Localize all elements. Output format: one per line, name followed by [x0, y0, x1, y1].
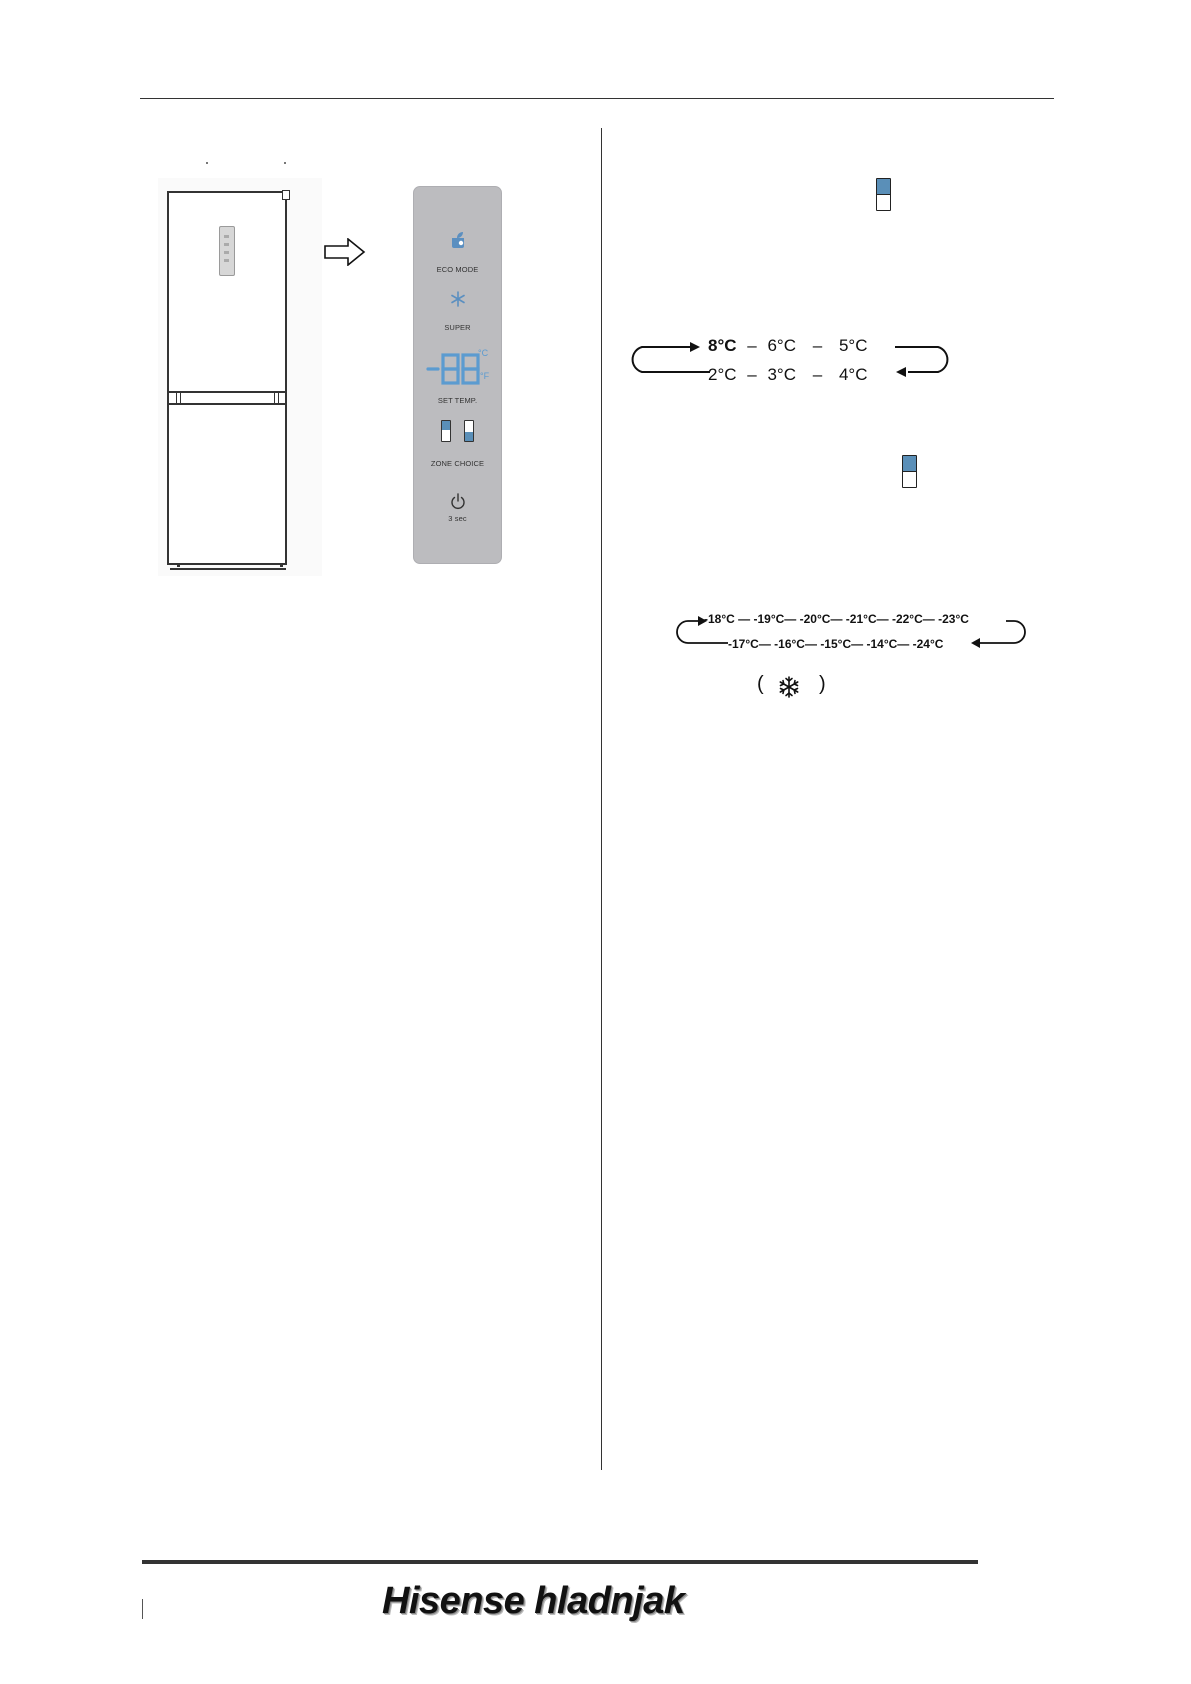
cycle-dash: – — [747, 336, 757, 355]
footer-brand: Hisense hladnjak — [382, 1580, 685, 1622]
footer-rule — [142, 1560, 978, 1564]
snowflake-icon — [777, 675, 801, 699]
super-freeze-indicator — [757, 673, 829, 701]
fridge-temp: 8°C — [708, 336, 737, 355]
fridge-hinge — [282, 190, 290, 200]
zone-freezer-icon[interactable] — [464, 420, 474, 442]
freezer-temp: -19°C — [753, 612, 785, 626]
fridge-split-hinge-right — [274, 393, 279, 403]
fahrenheit-unit: °F — [480, 371, 490, 381]
power-hint-label: 3 sec — [448, 514, 467, 523]
set-temp-label: SET TEMP. — [437, 396, 478, 405]
column-divider — [601, 128, 602, 1470]
fridge-temp: 5°C — [838, 336, 868, 355]
freezer-temp: -17°C — [728, 637, 759, 651]
freezer-temp: -20°C — [799, 612, 831, 626]
snowflake-icon[interactable] — [414, 291, 501, 312]
zone-choice-label: ZONE CHOICE — [430, 459, 485, 468]
fridge-top-marks — [206, 162, 288, 166]
eco-mode-icon[interactable] — [414, 231, 501, 254]
control-panel — [413, 186, 502, 564]
right-arrow-icon — [324, 238, 366, 266]
freezer-temp: -24°C — [912, 637, 944, 651]
fridge-temp: 4°C — [838, 365, 868, 384]
fridge-split-hinge-left — [176, 393, 181, 403]
zone-fridge-icon[interactable] — [441, 420, 451, 442]
header-rule — [140, 98, 1054, 99]
open-paren: ( — [757, 673, 764, 695]
fridge-door-split — [167, 391, 287, 405]
freezer-temp: -23°C — [938, 612, 969, 626]
freezer-cycle-top-row: -18°C — -19°C— -20°C— -21°C— -22°C— -23°C — [704, 612, 969, 626]
fridge-display-handle — [219, 226, 235, 276]
freezer-temp: -16°C — [774, 637, 805, 651]
freezer-temp: -14°C — [866, 637, 898, 651]
cycle-dash: – — [747, 365, 757, 384]
eco-mode-label: ECO MODE — [436, 265, 479, 274]
close-paren: ) — [819, 673, 826, 695]
freezer-temp: -21°C — [845, 612, 877, 626]
freezer-temp: -22°C — [891, 612, 923, 626]
zone-icon — [876, 178, 891, 211]
fridge-temp: 6°C — [767, 336, 796, 355]
celsius-unit: °C — [478, 348, 489, 358]
freezer-cycle-bottom-row: -17°C— -16°C— -15°C— -14°C— -24°C — [728, 637, 944, 651]
cycle-dash: – — [812, 336, 823, 355]
cycle-dash: – — [812, 365, 823, 384]
footer-tick — [142, 1599, 143, 1619]
fridge-cycle-top-row — [708, 336, 867, 356]
super-label: SUPER — [444, 323, 471, 332]
freezer-temp: -15°C — [820, 637, 852, 651]
fridge-temp: 3°C — [767, 365, 796, 384]
power-icon[interactable] — [414, 493, 501, 515]
fridge-feet — [177, 563, 283, 567]
freezer-temp: -18°C — [704, 612, 735, 626]
zone-icon — [902, 455, 917, 488]
fridge-cycle-bottom-row — [708, 365, 867, 385]
fridge-temp: 2°C — [708, 365, 737, 384]
